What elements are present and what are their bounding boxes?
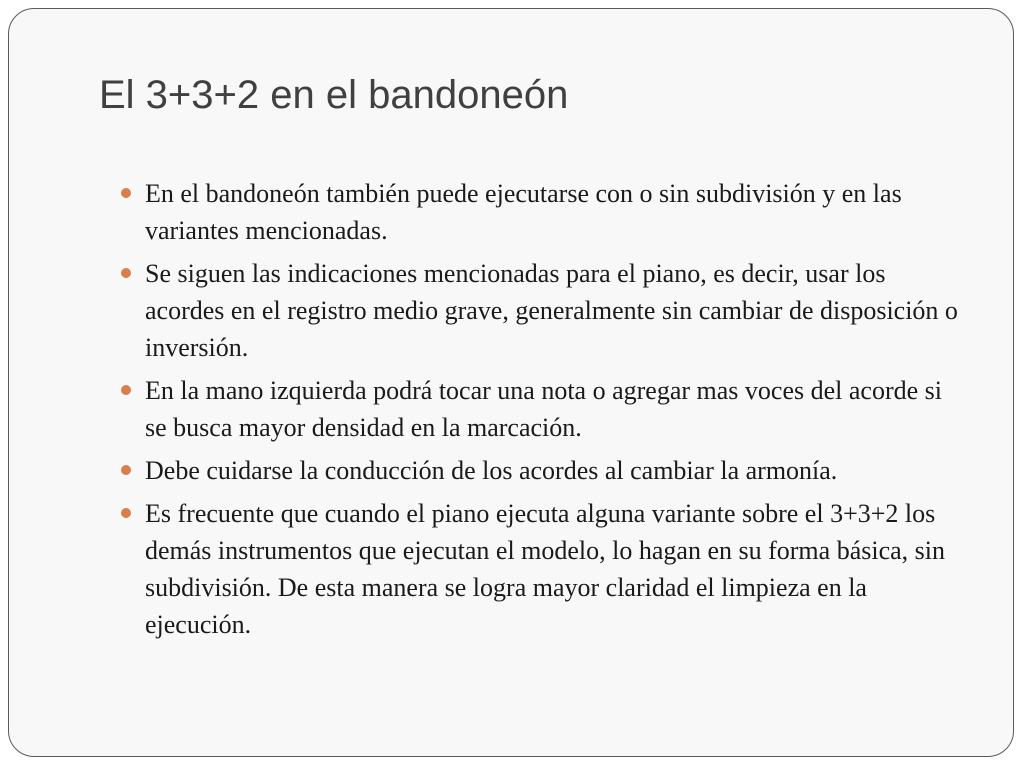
bullet-item	[121, 255, 961, 366]
bullet-text: Debe cuidarse la conducción de los acordes al cambiar la armonía.	[145, 456, 838, 485]
bullet-dot-icon	[121, 508, 131, 518]
bullet-text: En la mano izquierda podrá tocar una nota o agregar mas voces del acorde si se busca mayor densidad en la marcación.	[145, 376, 942, 442]
bullet-text: Es frecuente que cuando el piano ejecuta alguna variante sobre el 3+3+2 los demás instrumentos que ejecutan el modelo, lo hagan en su forma básica, sin subdivisión. De esta manera se logra mayor claridad el limpieza en la ejecución.	[145, 499, 945, 639]
bullet-dot-icon	[121, 188, 131, 198]
bullet-dot-icon	[121, 385, 131, 395]
bullet-dot-icon	[121, 465, 131, 475]
bullet-text: En el bandoneón también puede ejecutarse con o sin subdivisión y en las variantes mencionadas.	[145, 179, 902, 245]
slide-title: El 3+3+2 en el bandoneón	[99, 73, 569, 117]
bullet-text: Se siguen las indicaciones mencionadas para el piano, es decir, usar los acordes en el registro medio grave, generalmente sin cambiar de disposición o inversión.	[145, 259, 958, 362]
bullet-dot-icon	[121, 268, 131, 278]
bullet-list	[121, 175, 961, 649]
bullet-item	[121, 175, 961, 249]
bullet-item	[121, 372, 961, 446]
slide	[8, 8, 1014, 757]
bullet-item	[121, 495, 961, 643]
bullet-item	[121, 452, 961, 489]
